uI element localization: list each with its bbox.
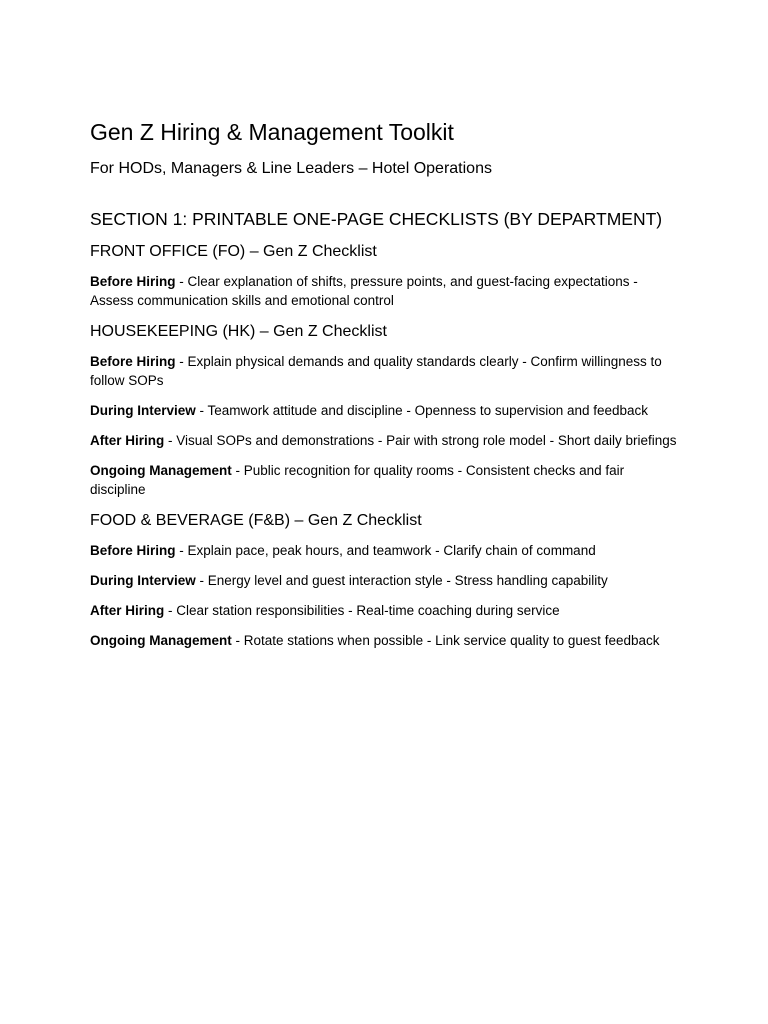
checklist-item <box>90 352 678 390</box>
checklist-item <box>90 571 678 590</box>
section-title: SECTION 1: PRINTABLE ONE-PAGE CHECKLISTS (BY DEPARTMENT) <box>90 209 663 229</box>
checklist-item <box>90 541 678 560</box>
checklist-item <box>90 631 678 650</box>
checklist-item-label: Before Hiring <box>90 274 176 289</box>
checklist-item <box>90 601 678 620</box>
checklist-item-label: Ongoing Management <box>90 633 232 648</box>
checklist-item-text: - Clear explanation of shifts, pressure points, and guest-facing expectations - Assess communication skills and emotional control <box>90 274 638 308</box>
checklist-item-text: - Teamwork attitude and discipline - Openness to supervision and feedback <box>195 403 649 418</box>
document-page <box>90 117 678 661</box>
department-front-office <box>90 241 678 310</box>
department-title: FOOD & BEVERAGE (F&B) – Gen Z Checklist <box>90 512 422 529</box>
checklist-item-text: - Clear station responsibilities - Real-time coaching during service <box>164 603 560 618</box>
checklist-item <box>90 401 678 420</box>
document-subtitle: For HODs, Managers & Line Leaders – Hotel Operations <box>90 160 492 177</box>
checklist-item-label: During Interview <box>90 403 196 418</box>
department-housekeeping <box>90 321 678 499</box>
checklist-item-text: - Explain pace, peak hours, and teamwork - Clarify chain of command <box>175 543 596 558</box>
checklist-item <box>90 461 678 499</box>
checklist-item-text: - Visual SOPs and demonstrations - Pair with strong role model - Short daily briefings <box>164 433 677 448</box>
checklist-item-text: - Explain physical demands and quality standards clearly - Confirm willingness to follow SOPs <box>90 354 662 388</box>
department-title: FRONT OFFICE (FO) – Gen Z Checklist <box>90 243 377 260</box>
checklist-item <box>90 272 678 310</box>
checklist-item-label: Before Hiring <box>90 543 176 558</box>
checklist-item <box>90 431 678 450</box>
department-title: HOUSEKEEPING (HK) – Gen Z Checklist <box>90 323 387 340</box>
checklist-item-text: - Energy level and guest interaction style - Stress handling capability <box>195 573 608 588</box>
checklist-item-label: During Interview <box>90 573 196 588</box>
checklist-item-label: Ongoing Management <box>90 463 232 478</box>
document-title: Gen Z Hiring & Management Toolkit <box>90 119 454 145</box>
checklist-item-label: Before Hiring <box>90 354 176 369</box>
checklist-item-text: - Rotate stations when possible - Link service quality to guest feedback <box>231 633 660 648</box>
checklist-item-label: After Hiring <box>90 433 165 448</box>
department-food-beverage <box>90 510 678 650</box>
checklist-item-text: - Public recognition for quality rooms - Consistent checks and fair discipline <box>90 463 625 497</box>
checklist-item-label: After Hiring <box>90 603 165 618</box>
